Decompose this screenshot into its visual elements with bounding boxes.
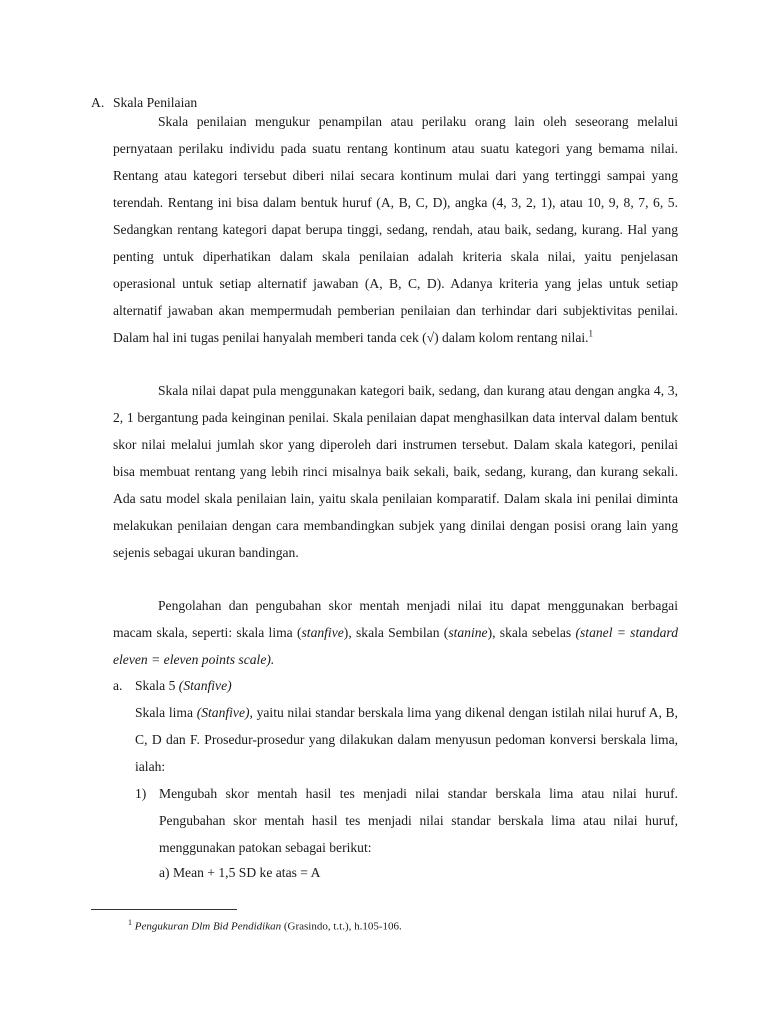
subsection-marker: a.	[113, 678, 123, 693]
stanfive-term: stanfive	[301, 625, 344, 640]
numbered-item-1	[135, 780, 678, 861]
paragraph-3-part1: Pengolahan dan pengubahan skor mentah menjadi nilai itu dapat menggunakan berbagai macam skala, seperti: skala lima (	[113, 598, 678, 640]
subsection-body-part1: Skala lima	[135, 705, 197, 720]
subsection-body-part2: yaitu nilai standar berskala lima yang dikenal dengan istilah nilai huruf A, B, C, D dan F. Prosedur-prosedur yang dilakukan dalam menyusun pedoman konversi berskala lima, ialah:	[135, 705, 678, 774]
stanel-term: (stanel = standard eleven = eleven points scale).	[113, 625, 679, 667]
paragraph-1	[113, 108, 678, 351]
item-1-marker: 1)	[135, 786, 147, 801]
lettered-item-a	[159, 863, 320, 883]
footnote	[128, 915, 402, 935]
section-title: Skala Penilaian	[113, 95, 198, 110]
subsection-title-italic: (Stanfive)	[178, 678, 232, 693]
paragraph-3-part2: ), skala Sembilan (	[343, 625, 449, 640]
stanine-term: stanine	[448, 625, 488, 640]
footnote-divider	[91, 909, 237, 910]
paragraph-2-text: Skala nilai dapat pula menggunakan kategori baik, sedang, dan kurang atau dengan angka 4, 3, 2, 1 bergantung pada keinginan penilai. Skala penilaian dapat menghasilkan data interval dalam bentuk skor nilai melalui jumlah skor yang diperoleh dari instrumen tersebut. Dalam skala kategori, penilai bisa membuat rentang yang lebih rinci misalnya baik sekali, baik, sedang, kurang, dan kurang sekali. Ada satu model skala penilaian lain, yaitu skala penilaian komparatif. Dalam skala ini penilai diminta melakukan penilaian dengan cara membandingkan subjek yang dinilai dengan posisi orang lain yang sejenis sebagai ukuran bandingan.	[113, 383, 678, 560]
item-1-text: Mengubah skor mentah hasil tes menjadi nilai standar berskala lima atau nilai huruf. Pengubahan skor mentah hasil tes menjadi nilai standar berskala lima atau nilai huruf, menggunakan patokan sebagai berikut:	[159, 786, 678, 855]
subsection-body-italic: (Stanfive),	[196, 705, 253, 720]
subsection-title: Skala 5	[135, 678, 179, 693]
footnote-number: 1	[128, 918, 132, 927]
lettered-item-a-text: a) Mean + 1,5 SD ke atas = A	[159, 865, 321, 880]
footnote-title: Pengukuran Dlm Bid Pendidikan	[134, 920, 282, 933]
subsection-body	[135, 699, 678, 780]
footnote-rest: (Grasindo, t.t.), h.105-106.	[281, 920, 402, 933]
paragraph-3	[113, 592, 678, 673]
paragraph-2	[113, 377, 678, 566]
paragraph-1-text: Skala penilaian mengukur penampilan atau perilaku orang lain oleh seseorang melalui pernyataan perilaku individu pada suatu rentang kontinum atau suatu kategori yang bemama nilai. Rentang atau kategori tersebut diberi nilai secara kontinum mulai dari yang tertinggi sampai yang terendah. Rentang ini bisa dalam bentuk huruf (A, B, C, D), angka (4, 3, 2, 1), atau 10, 9, 8, 7, 6, 5. Sedangkan rentang kategori dapat berupa tinggi, sedang, rendah, atau baik, sedang, kurang. Hal yang penting untuk diperhatikan dalam skala penilaian adalah kriteria skala nilai, yaitu penjelasan operasional untuk setiap alternatif jawaban (A, B, C, D). Adanya kriteria yang jelas untuk setiap alternatif jawaban akan mempermudah pemberian penilaian dan terhindar dari subjektivitas penilai. Dalam hal ini tugas penilai hanyalah memberi tanda cek (√) dalam kolom rentang nilai.	[113, 114, 678, 345]
subsection-heading	[113, 676, 232, 696]
paragraph-3-part3: ), skala sebelas	[487, 625, 576, 640]
section-marker: A.	[91, 95, 105, 110]
footnote-ref: 1	[588, 328, 594, 339]
